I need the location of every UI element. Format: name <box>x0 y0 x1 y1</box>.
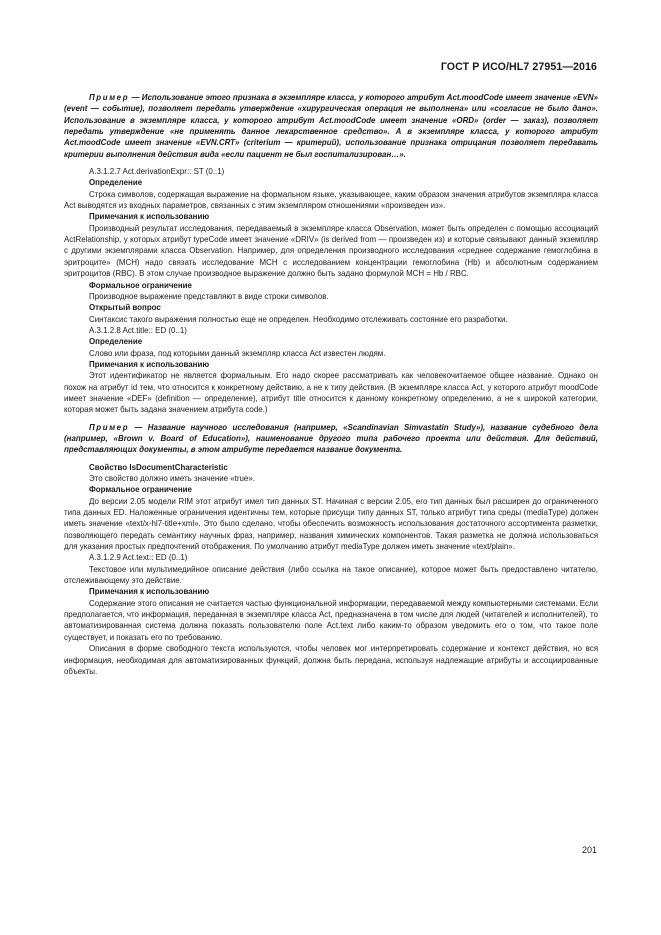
paragraph: Производное выражение представляют в виде строки символов. <box>89 291 329 301</box>
section-heading: Определение <box>89 337 143 347</box>
example-text: — Название научного исследования (например, «Scandinavian Simvastatin Study»), название судебного дела (например, «Brown v. Board of Education»), наименование другого типа рабочего проекта или действия. Для действий, представляющих документы, в этом атрибуте передается название документа. <box>64 422 598 455</box>
example-text: — Использование этого признака в экземпляре класса, у которого атрибут Act.moodCode имеет значение «EVN» (event — событие), позволяет передать утверждение «хирургическая операция не выполнена» или «согласие не было дано». Использование в экземпляре класса, у которого атрибут Act.moodCode имеет значение «ORD» (order — заказ), позволяет передать утверждение «не применять данное лекарственное средство». А в экземпляре класса, у которого атрибут Act.moodCode имеет значение «EVN.CRT» (criterium — критерий), использование признака отрицания позволяет передавать критерии выполнения действия вида «если пациент не был госпитализирован…». <box>64 93 598 159</box>
example-label: Пример <box>89 422 130 432</box>
paragraph: Строка символов, содержащая выражение на формальном языке, указывающее, каким образом значения атрибутов экземпляра класса Act выводятся из входных параметров, связанных с этим экземпляром отношениями «произведен из». <box>64 189 598 211</box>
paragraph: A.3.1.2.7 Act.derivationExpr:: ST (0..1) <box>89 167 225 177</box>
paragraph: Этот идентификатор не является формальным. Его надо скорее рассматривать как человекочитаемое общее название. Однако он похож на атрибут id тем, что относится к конкретному действию, а не к типу действия. (В экземпляре класса Act, у которого атрибут moodCode имеет значение «DEF» (definition — определение), атрибут title относится к данному конкретному определению, а не к широкой категории, которая может быть задана значением атрибута code.) <box>64 371 598 415</box>
paragraph: Текстовое или мультимедийное описание действия (либо ссылка на такое описание), которое может быть предоставлено читателю, отслеживающему это действие. <box>64 564 598 586</box>
section-heading: Свойство IsDocumentCharacteristic <box>89 462 228 472</box>
section-heading: Примечания к использованию <box>89 212 210 222</box>
section-heading: Примечания к использованию <box>89 359 210 369</box>
paragraph: Описания в форме свободного текста используются, чтобы человек мог интерпретировать содержание и контекст действия, но вся информация, необходимая для автоматизированных функций, должна быть передана, используя надлежащие атрибуты и ассоциированные объекты. <box>64 644 598 676</box>
page-number: 201 <box>581 845 597 855</box>
paragraph: Это свойство должно иметь значение «true». <box>89 474 255 483</box>
example-note <box>64 92 598 160</box>
section-heading: Формальное ограничение <box>89 280 192 290</box>
section-heading: Открытый вопрос <box>89 303 161 313</box>
section-heading: Формальное ограничение <box>89 485 192 495</box>
section-heading: Примечания к использованию <box>89 587 210 597</box>
example-note <box>64 422 598 456</box>
section-heading: Определение <box>89 178 143 188</box>
paragraph: До версии 2.05 модели RIM этот атрибут имел тип данных ST. Начиная с версии 2.05, его тип данных был расширен до ограниченного типа данных ED. Наложенные ограничения идентичны тем, которые присущи типу данных ST, только атрибут типа среды (mediaType) должен иметь значение «text/x-hl7-title+xml». Это было сделано, чтобы обеспечить возможность использования достаточного ассортимента разметки, позволяющего передать семантику научных фраз, например, названия химических компонентов. Такая разметка не должна использоваться для указания простых предпочтений отображения. По умолчанию атрибут mediaType должен иметь значение «text/plain». <box>64 496 598 552</box>
paragraph: A.3.1.2.8 Act.title:: ED (0..1) <box>89 325 187 335</box>
paragraph: Слово или фраза, под которыми данный экземпляр класса Act известен людям. <box>89 348 386 358</box>
example-label: Пример <box>89 93 130 102</box>
paragraph: Содержание этого описания не считается частью функциональной информации, передаваемой между компьютерными системами. Если предполагается, что информация, переданная в экземпляре класса Act, предназначена в том числе для людей (читателей и исполнителей), то автоматизированная система должна показать пользователю поле Act.text либо каким-то образом уведомить его о том, что такое поле существует, и показать его по требованию. <box>64 598 598 642</box>
document-body <box>64 92 598 677</box>
paragraph: A.3.1.2.9 Act.text:: ED (0..1) <box>89 553 188 563</box>
standard-title: ГОСТ Р ИСО/HL7 27951—2016 <box>440 61 597 73</box>
paragraph: Производный результат исследования, передаваемый в экземпляре класса Observation, может быть определен с помощью ассоциаций ActRelationship, у которых атрибут typeCode имеет значение «DRIV» (is derived from — произведен из) и которые связывают данный экземпляр с другими экземплярами класса Observation. Например, для определения производного исследования «среднее содержание гемоглобина в эритроците» (МСН) надо связать исследование МСН с исследованием концентрации гемоглобина (Hb) и абсолютным содержанием эритроцитов (RBC). В этом случае производное выражение должно быть задано формулой МСН = Hb / RBC. <box>64 223 598 279</box>
paragraph: Синтаксис такого выражения полностью еще не определен. Необходимо отслеживать состояние его разработки. <box>89 314 508 324</box>
